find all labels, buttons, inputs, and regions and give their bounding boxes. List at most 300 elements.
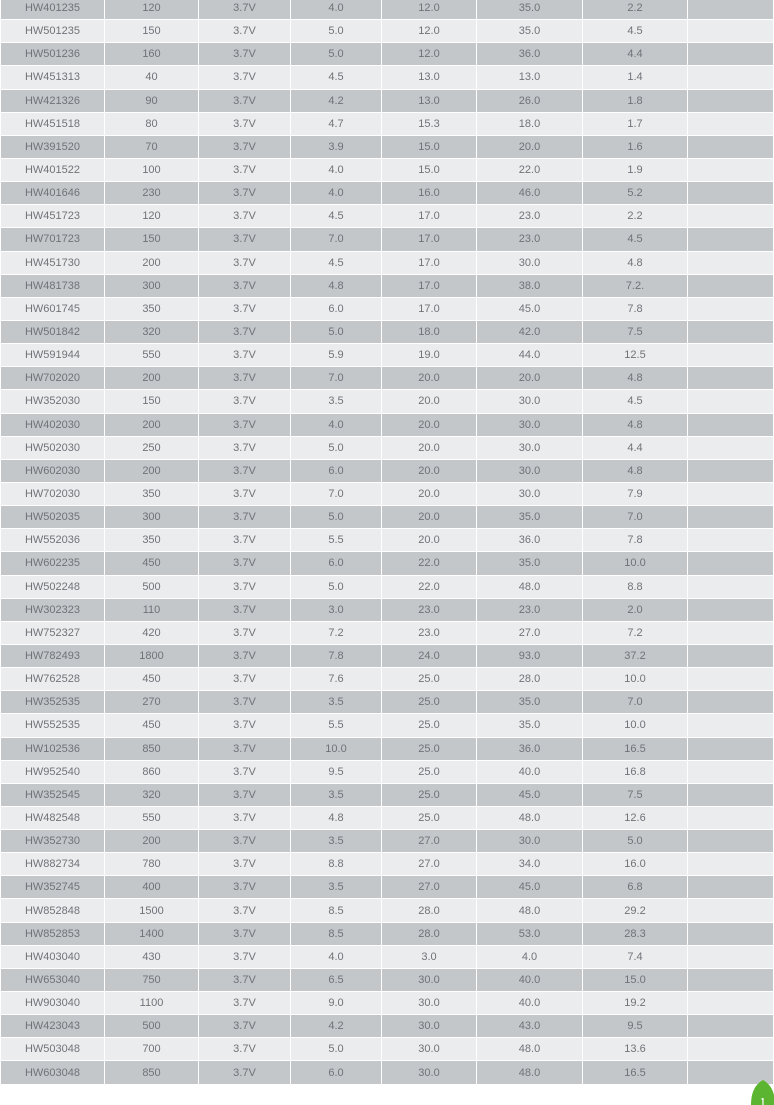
cell-capacity: 320: [105, 784, 199, 807]
cell-voltage: 3.7V: [199, 66, 291, 89]
cell-width: 19.0: [382, 344, 477, 367]
cell-extra: [688, 228, 773, 251]
cell-width: 22.0: [382, 576, 477, 599]
cell-length: 53.0: [477, 923, 583, 946]
cell-weight: 1.4: [583, 66, 688, 89]
cell-thickness: 8.5: [291, 899, 382, 922]
cell-length: 35.0: [477, 506, 583, 529]
cell-voltage: 3.7V: [199, 714, 291, 737]
cell-thickness: 4.2: [291, 1015, 382, 1038]
cell-width: 20.0: [382, 460, 477, 483]
cell-extra: [688, 460, 773, 483]
cell-weight: 4.8: [583, 252, 688, 275]
cell-model: HW752327: [1, 622, 105, 645]
cell-voltage: 3.7V: [199, 367, 291, 390]
cell-voltage: 3.7V: [199, 738, 291, 761]
cell-extra: [688, 414, 773, 437]
cell-thickness: 4.0: [291, 0, 382, 20]
cell-weight: 4.5: [583, 20, 688, 43]
cell-length: 45.0: [477, 876, 583, 899]
cell-voltage: 3.7V: [199, 159, 291, 182]
table-row: [1, 784, 773, 807]
cell-extra: [688, 205, 773, 228]
cell-weight: 29.2: [583, 899, 688, 922]
cell-width: 15.0: [382, 159, 477, 182]
table-row: [1, 738, 773, 761]
cell-model: HW502030: [1, 437, 105, 460]
cell-voltage: 3.7V: [199, 0, 291, 20]
cell-thickness: 5.0: [291, 576, 382, 599]
cell-model: HW352030: [1, 390, 105, 413]
cell-model: HW502248: [1, 576, 105, 599]
cell-voltage: 3.7V: [199, 182, 291, 205]
cell-thickness: 9.0: [291, 992, 382, 1015]
cell-width: 28.0: [382, 923, 477, 946]
cell-width: 17.0: [382, 298, 477, 321]
cell-thickness: 6.0: [291, 460, 382, 483]
cell-width: 12.0: [382, 0, 477, 20]
table-row: [1, 645, 773, 668]
table-row: [1, 344, 773, 367]
cell-weight: 10.0: [583, 552, 688, 575]
table-row: [1, 506, 773, 529]
table-row: [1, 321, 773, 344]
cell-thickness: 3.5: [291, 691, 382, 714]
table-row: [1, 923, 773, 946]
cell-thickness: 7.6: [291, 668, 382, 691]
cell-capacity: 400: [105, 876, 199, 899]
cell-thickness: 7.2: [291, 622, 382, 645]
cell-voltage: 3.7V: [199, 136, 291, 159]
cell-capacity: 780: [105, 853, 199, 876]
cell-thickness: 7.0: [291, 228, 382, 251]
cell-capacity: 500: [105, 1015, 199, 1038]
cell-width: 22.0: [382, 552, 477, 575]
cell-weight: 8.8: [583, 576, 688, 599]
cell-voltage: 3.7V: [199, 460, 291, 483]
cell-thickness: 3.5: [291, 390, 382, 413]
cell-thickness: 4.8: [291, 807, 382, 830]
cell-length: 35.0: [477, 20, 583, 43]
cell-voltage: 3.7V: [199, 205, 291, 228]
cell-thickness: 8.8: [291, 853, 382, 876]
cell-extra: [688, 576, 773, 599]
cell-weight: 19.2: [583, 992, 688, 1015]
cell-width: 30.0: [382, 1061, 477, 1084]
cell-length: 13.0: [477, 66, 583, 89]
cell-length: 30.0: [477, 390, 583, 413]
cell-model: HW502035: [1, 506, 105, 529]
cell-extra: [688, 969, 773, 992]
battery-spec-table: [1, 0, 773, 1085]
cell-extra: [688, 946, 773, 969]
table-row: [1, 876, 773, 899]
cell-width: 20.0: [382, 390, 477, 413]
cell-model: HW591944: [1, 344, 105, 367]
cell-weight: 2.0: [583, 599, 688, 622]
cell-thickness: 4.0: [291, 182, 382, 205]
table-row: [1, 205, 773, 228]
cell-capacity: 1100: [105, 992, 199, 1015]
cell-thickness: 6.0: [291, 1061, 382, 1084]
cell-capacity: 270: [105, 691, 199, 714]
cell-thickness: 5.0: [291, 20, 382, 43]
cell-extra: [688, 66, 773, 89]
cell-thickness: 3.5: [291, 784, 382, 807]
table-row: [1, 228, 773, 251]
cell-extra: [688, 1015, 773, 1038]
cell-length: 43.0: [477, 1015, 583, 1038]
cell-length: 48.0: [477, 1061, 583, 1084]
cell-capacity: 70: [105, 136, 199, 159]
cell-weight: 4.4: [583, 437, 688, 460]
cell-thickness: 3.5: [291, 830, 382, 853]
cell-voltage: 3.7V: [199, 969, 291, 992]
cell-extra: [688, 599, 773, 622]
cell-thickness: 3.0: [291, 599, 382, 622]
cell-voltage: 3.7V: [199, 668, 291, 691]
cell-weight: 4.8: [583, 367, 688, 390]
cell-width: 27.0: [382, 830, 477, 853]
cell-model: HW702030: [1, 483, 105, 506]
cell-extra: [688, 1038, 773, 1061]
cell-weight: 16.8: [583, 761, 688, 784]
cell-extra: [688, 691, 773, 714]
cell-weight: 7.8: [583, 529, 688, 552]
table-row: [1, 298, 773, 321]
cell-capacity: 300: [105, 275, 199, 298]
cell-weight: 7.2.: [583, 275, 688, 298]
cell-capacity: 150: [105, 20, 199, 43]
table-row: [1, 576, 773, 599]
cell-model: HW503048: [1, 1038, 105, 1061]
cell-extra: [688, 182, 773, 205]
cell-thickness: 4.0: [291, 414, 382, 437]
cell-voltage: 3.7V: [199, 275, 291, 298]
table-row: [1, 552, 773, 575]
table-row: [1, 113, 773, 136]
cell-weight: 15.0: [583, 969, 688, 992]
table-row: [1, 43, 773, 66]
cell-extra: [688, 876, 773, 899]
cell-capacity: 500: [105, 576, 199, 599]
cell-capacity: 550: [105, 344, 199, 367]
cell-thickness: 5.0: [291, 1038, 382, 1061]
cell-length: 23.0: [477, 205, 583, 228]
cell-length: 23.0: [477, 228, 583, 251]
cell-voltage: 3.7V: [199, 946, 291, 969]
cell-length: 30.0: [477, 830, 583, 853]
cell-extra: [688, 43, 773, 66]
cell-length: 44.0: [477, 344, 583, 367]
cell-thickness: 5.0: [291, 437, 382, 460]
cell-extra: [688, 136, 773, 159]
cell-length: 28.0: [477, 668, 583, 691]
table-row: [1, 853, 773, 876]
cell-width: 12.0: [382, 20, 477, 43]
cell-model: HW102536: [1, 738, 105, 761]
cell-length: 30.0: [477, 437, 583, 460]
cell-weight: 7.5: [583, 321, 688, 344]
cell-thickness: 4.0: [291, 946, 382, 969]
cell-capacity: 450: [105, 552, 199, 575]
cell-thickness: 5.0: [291, 321, 382, 344]
cell-capacity: 230: [105, 182, 199, 205]
cell-width: 20.0: [382, 483, 477, 506]
cell-width: 25.0: [382, 761, 477, 784]
cell-length: 46.0: [477, 182, 583, 205]
cell-width: 3.0: [382, 946, 477, 969]
cell-width: 25.0: [382, 738, 477, 761]
cell-width: 20.0: [382, 414, 477, 437]
cell-voltage: 3.7V: [199, 1061, 291, 1084]
cell-extra: [688, 899, 773, 922]
table-row: [1, 136, 773, 159]
cell-weight: 1.7: [583, 113, 688, 136]
cell-model: HW401646: [1, 182, 105, 205]
cell-length: 30.0: [477, 483, 583, 506]
cell-weight: 10.0: [583, 668, 688, 691]
cell-model: HW451313: [1, 66, 105, 89]
cell-width: 28.0: [382, 899, 477, 922]
cell-extra: [688, 275, 773, 298]
cell-extra: [688, 622, 773, 645]
table-row: [1, 622, 773, 645]
cell-voltage: 3.7V: [199, 807, 291, 830]
cell-voltage: 3.7V: [199, 414, 291, 437]
cell-length: 35.0: [477, 714, 583, 737]
cell-model: HW882734: [1, 853, 105, 876]
cell-extra: [688, 923, 773, 946]
cell-weight: 5.0: [583, 830, 688, 853]
cell-capacity: 150: [105, 390, 199, 413]
cell-voltage: 3.7V: [199, 228, 291, 251]
cell-capacity: 450: [105, 714, 199, 737]
cell-capacity: 160: [105, 43, 199, 66]
cell-model: HW602235: [1, 552, 105, 575]
cell-capacity: 120: [105, 205, 199, 228]
cell-voltage: 3.7V: [199, 691, 291, 714]
cell-model: HW451518: [1, 113, 105, 136]
cell-width: 30.0: [382, 969, 477, 992]
cell-weight: 7.0: [583, 691, 688, 714]
cell-capacity: 80: [105, 113, 199, 136]
cell-thickness: 5.0: [291, 43, 382, 66]
table-row: [1, 714, 773, 737]
cell-capacity: 200: [105, 460, 199, 483]
cell-width: 13.0: [382, 90, 477, 113]
table-row: [1, 529, 773, 552]
table-row: [1, 159, 773, 182]
cell-length: 40.0: [477, 761, 583, 784]
cell-length: 20.0: [477, 136, 583, 159]
table-body: [1, 0, 773, 1085]
cell-extra: [688, 159, 773, 182]
cell-capacity: 450: [105, 668, 199, 691]
cell-model: HW302323: [1, 599, 105, 622]
table-row: [1, 483, 773, 506]
table-row: [1, 830, 773, 853]
cell-length: 26.0: [477, 90, 583, 113]
cell-weight: 37.2: [583, 645, 688, 668]
cell-width: 20.0: [382, 367, 477, 390]
cell-weight: 16.0: [583, 853, 688, 876]
cell-model: HW701723: [1, 228, 105, 251]
cell-capacity: 40: [105, 66, 199, 89]
cell-width: 23.0: [382, 622, 477, 645]
cell-voltage: 3.7V: [199, 252, 291, 275]
cell-weight: 9.5: [583, 1015, 688, 1038]
cell-width: 24.0: [382, 645, 477, 668]
table-row: [1, 460, 773, 483]
cell-length: 40.0: [477, 992, 583, 1015]
cell-extra: [688, 714, 773, 737]
cell-capacity: 200: [105, 830, 199, 853]
cell-length: 23.0: [477, 599, 583, 622]
cell-weight: 7.8: [583, 298, 688, 321]
cell-capacity: 250: [105, 437, 199, 460]
table-row: [1, 761, 773, 784]
cell-extra: [688, 807, 773, 830]
cell-weight: 1.9: [583, 159, 688, 182]
cell-model: HW403040: [1, 946, 105, 969]
cell-thickness: 5.5: [291, 529, 382, 552]
cell-weight: 4.8: [583, 414, 688, 437]
cell-width: 27.0: [382, 876, 477, 899]
cell-voltage: 3.7V: [199, 830, 291, 853]
table-row: [1, 1038, 773, 1061]
cell-voltage: 3.7V: [199, 576, 291, 599]
table-row: [1, 0, 773, 20]
cell-voltage: 3.7V: [199, 298, 291, 321]
cell-length: 48.0: [477, 807, 583, 830]
cell-weight: 1.6: [583, 136, 688, 159]
cell-capacity: 300: [105, 506, 199, 529]
cell-weight: 28.3: [583, 923, 688, 946]
cell-voltage: 3.7V: [199, 344, 291, 367]
cell-extra: [688, 0, 773, 20]
cell-extra: [688, 645, 773, 668]
cell-model: HW501235: [1, 20, 105, 43]
cell-extra: [688, 853, 773, 876]
cell-width: 30.0: [382, 1038, 477, 1061]
cell-model: HW852848: [1, 899, 105, 922]
cell-length: 34.0: [477, 853, 583, 876]
cell-thickness: 10.0: [291, 738, 382, 761]
cell-extra: [688, 437, 773, 460]
cell-model: HW653040: [1, 969, 105, 992]
cell-width: 17.0: [382, 228, 477, 251]
cell-length: 38.0: [477, 275, 583, 298]
cell-capacity: 320: [105, 321, 199, 344]
cell-thickness: 4.5: [291, 66, 382, 89]
cell-voltage: 3.7V: [199, 506, 291, 529]
cell-capacity: 100: [105, 159, 199, 182]
table-row: [1, 691, 773, 714]
table-row: [1, 668, 773, 691]
cell-length: 18.0: [477, 113, 583, 136]
cell-weight: 7.4: [583, 946, 688, 969]
cell-voltage: 3.7V: [199, 1038, 291, 1061]
cell-extra: [688, 20, 773, 43]
cell-voltage: 3.7V: [199, 622, 291, 645]
cell-extra: [688, 252, 773, 275]
cell-voltage: 3.7V: [199, 599, 291, 622]
cell-capacity: 110: [105, 599, 199, 622]
cell-model: HW401235: [1, 0, 105, 20]
cell-width: 25.0: [382, 807, 477, 830]
cell-weight: 16.5: [583, 738, 688, 761]
cell-voltage: 3.7V: [199, 113, 291, 136]
table-row: [1, 66, 773, 89]
cell-extra: [688, 738, 773, 761]
cell-thickness: 5.5: [291, 714, 382, 737]
cell-weight: 7.2: [583, 622, 688, 645]
table-row: [1, 969, 773, 992]
cell-model: HW481738: [1, 275, 105, 298]
cell-length: 22.0: [477, 159, 583, 182]
cell-length: 42.0: [477, 321, 583, 344]
cell-model: HW421326: [1, 90, 105, 113]
cell-weight: 4.5: [583, 390, 688, 413]
cell-length: 36.0: [477, 43, 583, 66]
cell-weight: 6.8: [583, 876, 688, 899]
cell-thickness: 4.0: [291, 159, 382, 182]
cell-thickness: 5.9: [291, 344, 382, 367]
cell-model: HW603048: [1, 1061, 105, 1084]
cell-voltage: 3.7V: [199, 390, 291, 413]
cell-thickness: 4.8: [291, 275, 382, 298]
cell-model: HW552036: [1, 529, 105, 552]
table-row: [1, 599, 773, 622]
cell-length: 20.0: [477, 367, 583, 390]
cell-extra: [688, 113, 773, 136]
cell-extra: [688, 298, 773, 321]
cell-width: 15.0: [382, 136, 477, 159]
cell-model: HW451730: [1, 252, 105, 275]
cell-weight: 16.5: [583, 1061, 688, 1084]
cell-capacity: 350: [105, 483, 199, 506]
cell-capacity: 350: [105, 298, 199, 321]
cell-weight: 7.5: [583, 784, 688, 807]
cell-thickness: 6.0: [291, 298, 382, 321]
cell-weight: 4.4: [583, 43, 688, 66]
cell-width: 25.0: [382, 691, 477, 714]
cell-voltage: 3.7V: [199, 923, 291, 946]
cell-width: 16.0: [382, 182, 477, 205]
cell-model: HW762528: [1, 668, 105, 691]
cell-voltage: 3.7V: [199, 43, 291, 66]
cell-length: 48.0: [477, 899, 583, 922]
table-row: [1, 182, 773, 205]
cell-model: HW402030: [1, 414, 105, 437]
cell-model: HW782493: [1, 645, 105, 668]
cell-voltage: 3.7V: [199, 992, 291, 1015]
cell-model: HW702020: [1, 367, 105, 390]
table-row: [1, 414, 773, 437]
table-row: [1, 367, 773, 390]
cell-model: HW451723: [1, 205, 105, 228]
cell-length: 30.0: [477, 460, 583, 483]
cell-model: HW401522: [1, 159, 105, 182]
cell-voltage: 3.7V: [199, 899, 291, 922]
table-row: [1, 992, 773, 1015]
cell-capacity: 550: [105, 807, 199, 830]
table-row: [1, 390, 773, 413]
cell-extra: [688, 784, 773, 807]
cell-model: HW391520: [1, 136, 105, 159]
cell-length: 27.0: [477, 622, 583, 645]
